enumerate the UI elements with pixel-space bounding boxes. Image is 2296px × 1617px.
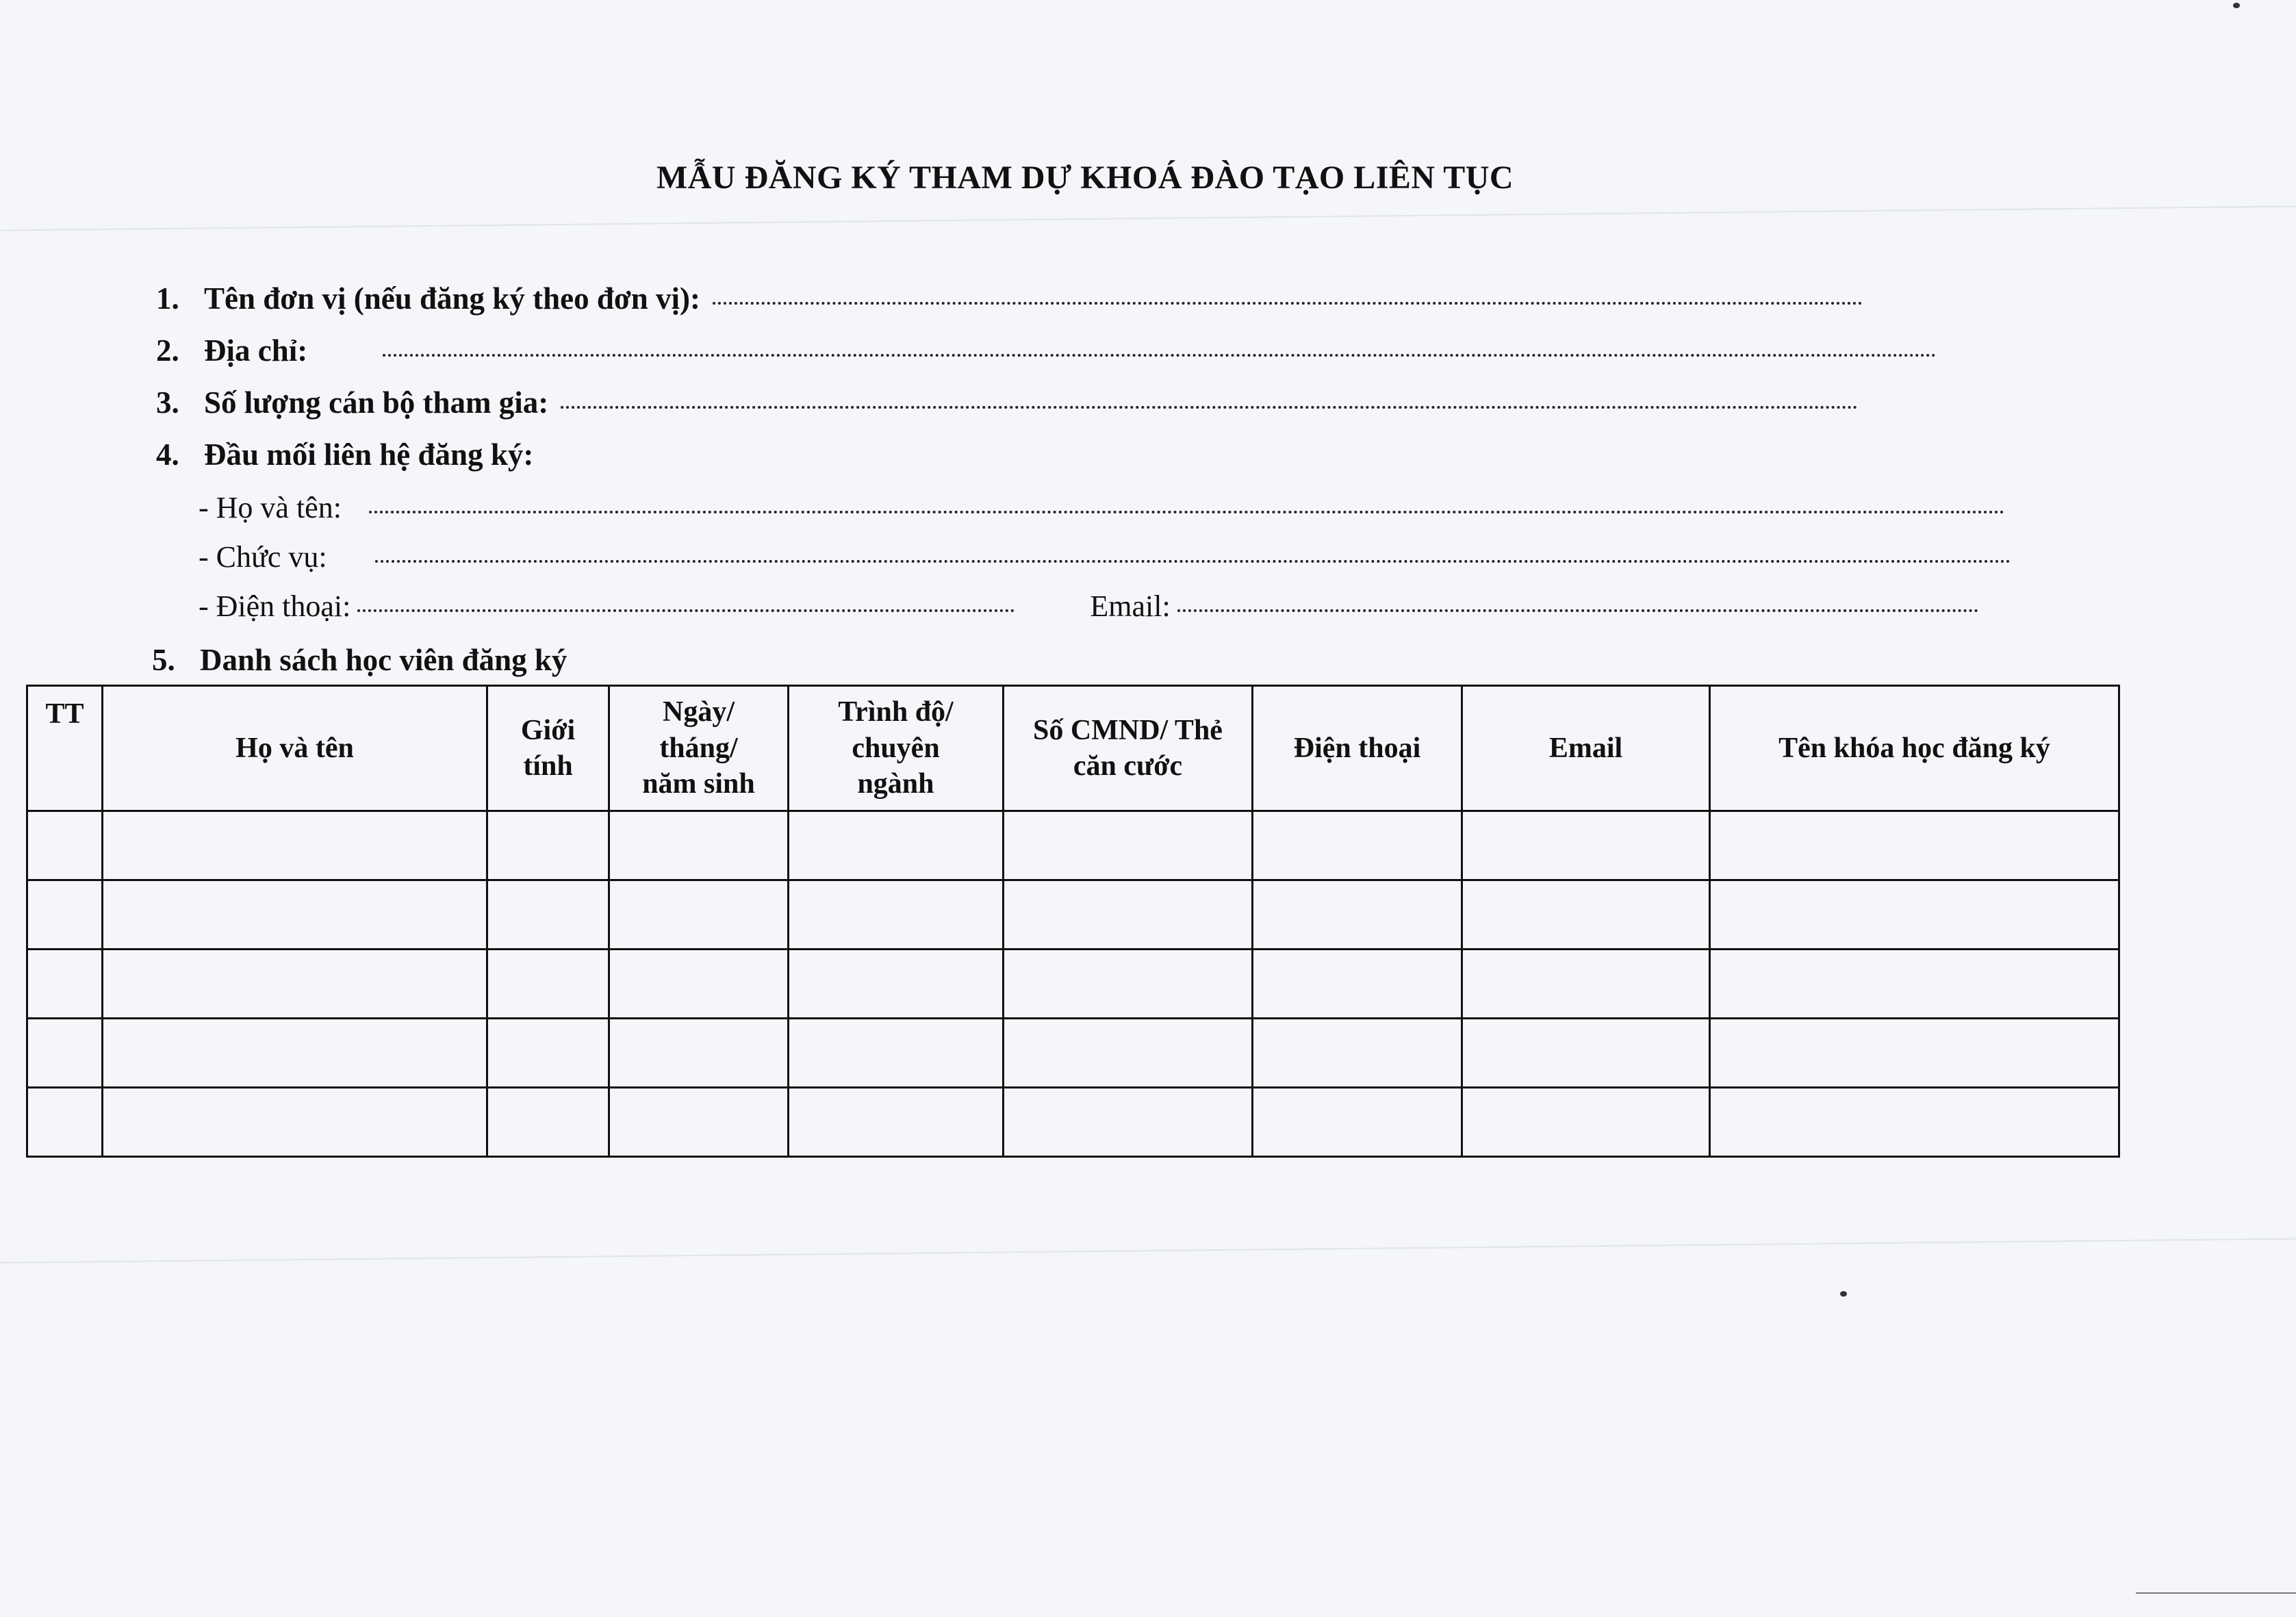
contact-position-input-line[interactable] (375, 560, 2011, 563)
table-cell[interactable] (1253, 880, 1462, 950)
field-label: Địa chỉ: (204, 333, 308, 368)
table-cell[interactable] (1004, 950, 1253, 1019)
form-title: MẪU ĐĂNG KÝ THAM DỰ KHOÁ ĐÀO TẠO LIÊN TỤC (656, 160, 1514, 196)
table-cell[interactable] (27, 880, 103, 950)
field-student-list (152, 642, 567, 678)
student-registration-table (26, 685, 2120, 1158)
field-contact-person (156, 437, 533, 472)
table-cell[interactable] (487, 1088, 609, 1157)
contact-email-input-line[interactable] (1177, 609, 1978, 612)
field-participant-count (156, 385, 1858, 420)
table-cell[interactable] (609, 880, 789, 950)
field-number: 5. (152, 643, 175, 677)
table-cell[interactable] (609, 950, 789, 1019)
table-cell[interactable] (27, 1088, 103, 1157)
table-cell[interactable] (487, 950, 609, 1019)
table-cell[interactable] (103, 880, 487, 950)
table-cell[interactable] (1710, 811, 2119, 880)
table-header-row (27, 686, 2119, 811)
table-cell[interactable] (789, 1019, 1004, 1088)
column-header-qualification: Trình độ/ chuyên ngành (789, 686, 1004, 811)
table-cell[interactable] (789, 950, 1004, 1019)
table-cell[interactable] (789, 811, 1004, 880)
table-cell[interactable] (1710, 880, 2119, 950)
table-row (27, 1019, 2119, 1088)
table-cell[interactable] (1004, 811, 1253, 880)
field-address (156, 333, 1937, 368)
column-header-id-number: Số CMND/ Thẻ căn cước (1004, 686, 1253, 811)
column-header-full-name: Họ và tên (103, 686, 487, 811)
unit-name-input-line[interactable] (713, 302, 1863, 305)
table-row (27, 811, 2119, 880)
table-cell[interactable] (103, 950, 487, 1019)
field-label: Danh sách học viên đăng ký (200, 643, 567, 677)
contact-phone-input-line[interactable] (357, 609, 1015, 612)
contact-position-label: - Chức vụ: (199, 540, 327, 574)
column-header-phone: Điện thoại (1253, 686, 1462, 811)
column-header-email: Email (1462, 686, 1710, 811)
table-row (27, 1088, 2119, 1157)
table-cell[interactable] (1710, 950, 2119, 1019)
field-number: 4. (156, 437, 179, 472)
table-cell[interactable] (609, 1019, 789, 1088)
table-cell[interactable] (1462, 811, 1710, 880)
field-label: Tên đơn vị (nếu đăng ký theo đơn vị): (204, 281, 701, 316)
table-cell[interactable] (103, 1019, 487, 1088)
table-cell[interactable] (1253, 950, 1462, 1019)
column-header-tt: TT (27, 686, 103, 811)
table-cell[interactable] (1253, 1088, 1462, 1157)
table-cell[interactable] (1710, 1019, 2119, 1088)
contact-name-label: - Họ và tên: (199, 491, 342, 524)
scan-speck (1840, 1291, 1847, 1297)
table-cell[interactable] (1462, 1088, 1710, 1157)
field-unit-name (156, 281, 1863, 316)
table-cell[interactable] (1004, 1088, 1253, 1157)
table-cell[interactable] (609, 811, 789, 880)
field-number: 1. (156, 281, 179, 316)
table-cell[interactable] (1004, 1019, 1253, 1088)
contact-phone-row (199, 589, 1978, 624)
scan-edge-line (0, 205, 2296, 231)
contact-email-label: Email: (1090, 589, 1171, 623)
table-cell[interactable] (789, 1088, 1004, 1157)
table-cell[interactable] (1710, 1088, 2119, 1157)
table-cell[interactable] (487, 811, 609, 880)
table-cell[interactable] (1004, 880, 1253, 950)
table-cell[interactable] (1462, 950, 1710, 1019)
column-header-birth-date: Ngày/ tháng/ năm sinh (609, 686, 789, 811)
table-cell[interactable] (487, 1019, 609, 1088)
table-cell[interactable] (1462, 880, 1710, 950)
field-label: Đầu mối liên hệ đăng ký: (204, 437, 534, 472)
address-input-line[interactable] (383, 354, 1937, 357)
field-number: 2. (156, 333, 179, 368)
scan-edge-line (2136, 1592, 2296, 1594)
table-row (27, 880, 2119, 950)
column-header-gender: Giới tính (487, 686, 609, 811)
table-cell[interactable] (103, 1088, 487, 1157)
table-cell[interactable] (1253, 1019, 1462, 1088)
contact-name-row (199, 490, 2005, 525)
table-cell[interactable] (1462, 1019, 1710, 1088)
participant-count-input-line[interactable] (561, 406, 1858, 409)
table-row (27, 950, 2119, 1019)
contact-position-row (199, 539, 2011, 574)
contact-phone-label: - Điện thoại: (199, 589, 351, 623)
table-cell[interactable] (1253, 811, 1462, 880)
table-cell[interactable] (103, 811, 487, 880)
field-number: 3. (156, 385, 179, 420)
scan-speck (2233, 3, 2240, 8)
field-label: Số lượng cán bộ tham gia: (204, 385, 549, 420)
table-cell[interactable] (27, 950, 103, 1019)
table-cell[interactable] (27, 1019, 103, 1088)
column-header-course-name: Tên khóa học đăng ký (1710, 686, 2119, 811)
table-cell[interactable] (789, 880, 1004, 950)
table-cell[interactable] (487, 880, 609, 950)
table-cell[interactable] (27, 811, 103, 880)
scan-edge-line (0, 1238, 2296, 1263)
table-cell[interactable] (609, 1088, 789, 1157)
contact-name-input-line[interactable] (369, 511, 2005, 513)
